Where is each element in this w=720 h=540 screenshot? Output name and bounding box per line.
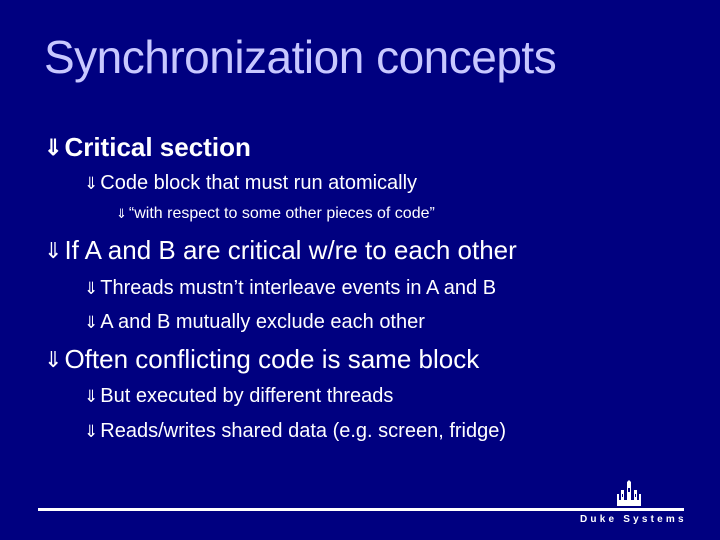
bullet-text: Critical section xyxy=(64,132,251,162)
footer-brand: Duke Systems xyxy=(580,514,687,525)
bullet-code-block xyxy=(84,172,417,195)
bullet-arrow-icon: ⇓ xyxy=(84,278,99,298)
bullet-text: Often conflicting code is same block xyxy=(64,344,480,374)
bullet-arrow-icon: ⇓ xyxy=(84,312,99,332)
bullet-with-respect xyxy=(116,205,435,223)
bullet-text: Reads/writes shared data (e.g. screen, fridge) xyxy=(100,420,507,442)
bullet-threads-interleave xyxy=(84,277,496,300)
bullet-arrow-icon: ⇓ xyxy=(84,386,99,406)
bullet-text: But executed by different threads xyxy=(100,385,394,407)
bullet-arrow-icon: ⇓ xyxy=(44,346,63,372)
bullet-critical-section xyxy=(44,132,251,163)
bullet-text: “with respect to some other pieces of code” xyxy=(128,205,435,222)
bullet-arrow-icon: ⇓ xyxy=(84,173,99,193)
bullet-often-conflicting xyxy=(44,344,479,375)
bullet-arrow-icon: ⇓ xyxy=(116,206,127,221)
bullet-shared-data xyxy=(84,420,506,443)
bullet-text: If A and B are critical w/re to each other xyxy=(64,235,517,265)
footer-divider xyxy=(38,508,684,511)
bullet-text: Code block that must run atomically xyxy=(100,172,418,194)
bullet-text: Threads mustn’t interleave events in A and B xyxy=(100,277,497,299)
bullet-mutually-exclude xyxy=(84,311,425,334)
bullet-arrow-icon: ⇓ xyxy=(84,421,99,441)
bullet-different-threads xyxy=(84,385,393,408)
slide-title: Synchronization concepts xyxy=(44,31,557,83)
bullet-arrow-icon: ⇓ xyxy=(44,237,63,263)
bullet-if-a-and-b xyxy=(44,235,517,266)
bullet-arrow-icon: ⇓ xyxy=(44,134,63,160)
duke-chapel-icon xyxy=(616,480,642,508)
bullet-text: A and B mutually exclude each other xyxy=(100,311,425,333)
